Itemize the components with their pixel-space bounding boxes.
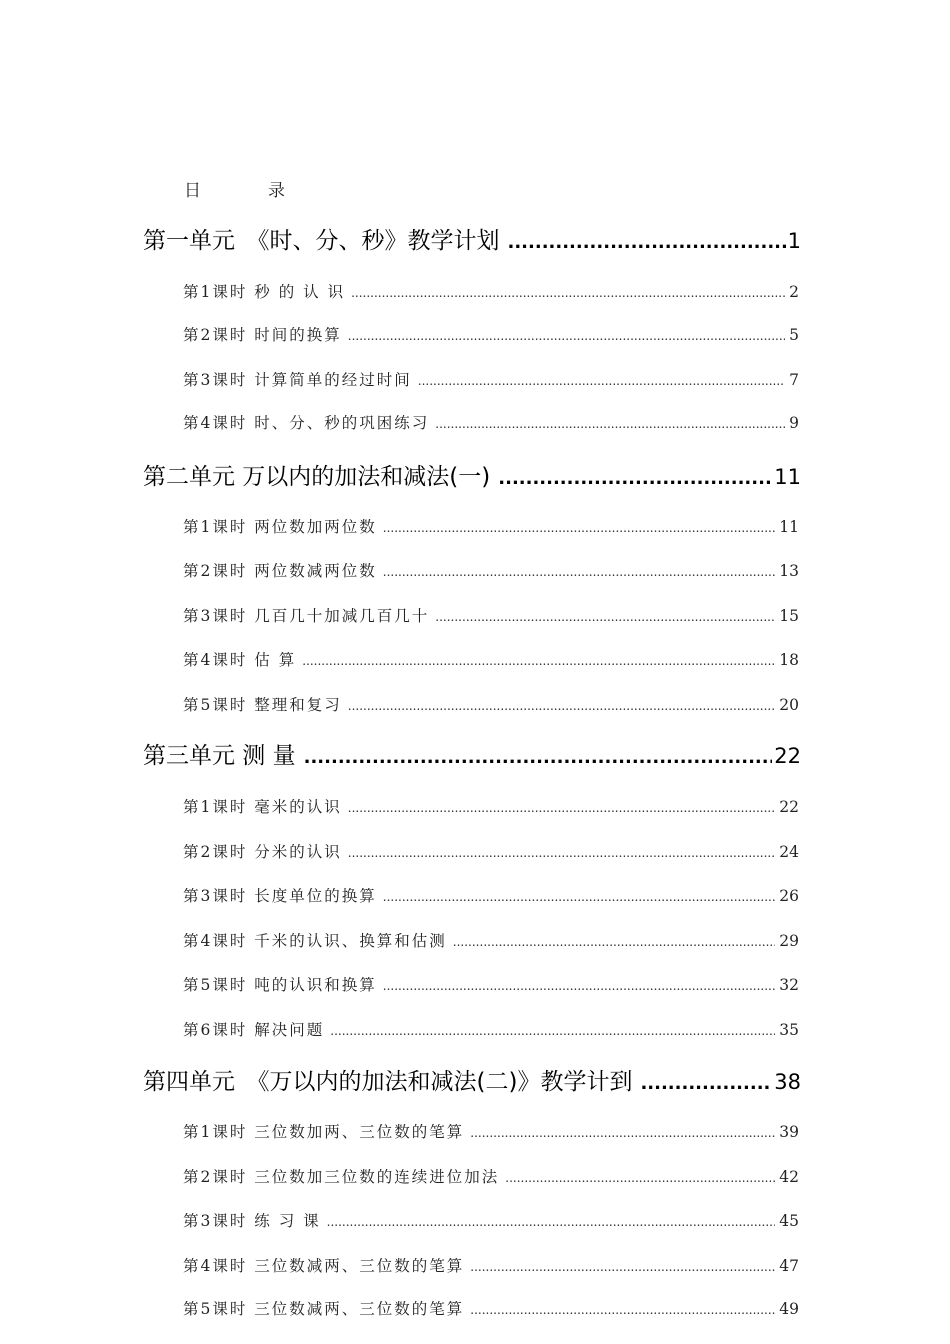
page-number: 5 xyxy=(789,326,799,344)
page-number: 47 xyxy=(779,1257,799,1275)
page-number: 1 xyxy=(787,229,801,253)
leader-dots xyxy=(351,286,785,300)
toc-lesson-3-4[interactable] xyxy=(183,929,799,951)
toc-lesson-2-5[interactable] xyxy=(183,693,799,715)
toc-heading-left: 日 xyxy=(184,181,201,201)
toc-lesson-4-5[interactable] xyxy=(183,1297,799,1319)
entry-title: 第一单元 《时、分、秒》教学计划 xyxy=(143,228,500,254)
leader-dots xyxy=(508,232,786,253)
entry-title: 第2课时 分米的认识 xyxy=(183,843,342,861)
leader-dots xyxy=(302,654,775,668)
entry-title: 第4课时 千米的认识、换算和估测 xyxy=(183,932,447,950)
entry-title: 第5课时 三位数减两、三位数的笔算 xyxy=(183,1300,465,1318)
entry-title: 第3课时 计算简单的经过时间 xyxy=(183,371,412,389)
leader-dots xyxy=(348,801,775,815)
page-number: 15 xyxy=(779,607,799,625)
entry-title: 第5课时 整理和复习 xyxy=(183,696,342,714)
toc-lesson-4-2[interactable] xyxy=(183,1165,799,1187)
toc-lesson-1-2[interactable] xyxy=(183,323,799,345)
entry-title: 第三单元 测 量 xyxy=(143,743,296,769)
page-number: 35 xyxy=(779,1021,799,1039)
page-number: 32 xyxy=(779,976,799,994)
toc-unit-4[interactable] xyxy=(143,1063,801,1096)
page-number: 26 xyxy=(779,887,799,905)
leader-dots xyxy=(453,935,775,949)
page-number: 13 xyxy=(779,562,799,580)
leader-dots xyxy=(327,1215,776,1229)
toc-heading-right: 录 xyxy=(268,181,285,201)
page-number: 42 xyxy=(779,1168,799,1186)
page-number: 29 xyxy=(779,932,799,950)
toc-unit-3[interactable] xyxy=(143,737,801,770)
leader-dots xyxy=(383,565,775,579)
page-number: 22 xyxy=(774,744,801,768)
page-number: 18 xyxy=(779,651,799,669)
page-number: 11 xyxy=(779,518,799,536)
page-number: 7 xyxy=(789,371,799,389)
toc-lesson-2-1[interactable] xyxy=(183,515,799,537)
toc-lesson-3-2[interactable] xyxy=(183,840,799,862)
page-number: 49 xyxy=(779,1300,799,1318)
entry-title: 第1课时 三位数加两、三位数的笔算 xyxy=(183,1123,465,1141)
toc-lesson-1-4[interactable] xyxy=(183,411,799,433)
page-number: 38 xyxy=(774,1070,801,1094)
entry-title: 第3课时 几百几十加减几百几十 xyxy=(183,607,430,625)
page-number: 2 xyxy=(789,283,799,301)
entry-title: 第2课时 三位数加三位数的连续进位加法 xyxy=(183,1168,500,1186)
toc-lesson-4-4[interactable] xyxy=(183,1254,799,1276)
leader-dots xyxy=(330,1024,775,1038)
entry-title: 第3课时 练 习 课 xyxy=(183,1212,321,1230)
leader-dots xyxy=(418,374,785,388)
entry-title: 第4课时 估 算 xyxy=(183,651,297,669)
entry-title: 第1课时 两位数加两位数 xyxy=(183,518,377,536)
leader-dots xyxy=(505,1171,775,1185)
page-number: 9 xyxy=(789,414,799,432)
page-number: 39 xyxy=(779,1123,799,1141)
toc-lesson-2-2[interactable] xyxy=(183,559,799,581)
page-number: 22 xyxy=(779,798,799,816)
toc-lesson-4-1[interactable] xyxy=(183,1120,799,1142)
leader-dots xyxy=(498,468,772,489)
toc-lesson-4-3[interactable] xyxy=(183,1209,799,1231)
entry-title: 第二单元 万以内的加法和减法(一) xyxy=(143,464,491,490)
entry-title: 第4课时 时、分、秒的巩困练习 xyxy=(183,414,430,432)
page-number: 45 xyxy=(779,1212,799,1230)
toc-lesson-3-6[interactable] xyxy=(183,1018,799,1040)
page-number: 24 xyxy=(779,843,799,861)
leader-dots xyxy=(470,1126,775,1140)
leader-dots xyxy=(348,329,785,343)
toc-unit-2[interactable] xyxy=(143,458,801,491)
leader-dots xyxy=(383,890,775,904)
entry-title: 第5课时 吨的认识和换算 xyxy=(183,976,377,994)
entry-title: 第3课时 长度单位的换算 xyxy=(183,887,377,905)
toc-lesson-2-4[interactable] xyxy=(183,648,799,670)
toc-lesson-1-1[interactable] xyxy=(183,280,799,302)
page-number: 20 xyxy=(779,696,799,714)
entry-title: 第四单元 《万以内的加法和减法(二)》教学计到 xyxy=(143,1069,633,1095)
leader-dots xyxy=(304,747,773,768)
leader-dots xyxy=(435,610,775,624)
leader-dots xyxy=(348,699,775,713)
leader-dots xyxy=(348,846,775,860)
leader-dots xyxy=(640,1073,772,1094)
entry-title: 第4课时 三位数减两、三位数的笔算 xyxy=(183,1257,465,1275)
toc-unit-1[interactable] xyxy=(143,222,801,255)
toc-lesson-2-3[interactable] xyxy=(183,604,799,626)
entry-title: 第2课时 时间的换算 xyxy=(183,326,342,344)
leader-dots xyxy=(435,417,785,431)
entry-title: 第1课时 毫米的认识 xyxy=(183,798,342,816)
entry-title: 第2课时 两位数减两位数 xyxy=(183,562,377,580)
leader-dots xyxy=(470,1303,775,1317)
toc-lesson-3-1[interactable] xyxy=(183,795,799,817)
leader-dots xyxy=(383,979,775,993)
leader-dots xyxy=(383,521,775,535)
page-number: 11 xyxy=(774,465,801,489)
entry-title: 第1课时 秒 的 认 识 xyxy=(183,283,346,301)
toc-lesson-3-5[interactable] xyxy=(183,973,799,995)
leader-dots xyxy=(470,1260,775,1274)
toc-lesson-1-3[interactable] xyxy=(183,368,799,390)
entry-title: 第6课时 解决问题 xyxy=(183,1021,325,1039)
toc-lesson-3-3[interactable] xyxy=(183,884,799,906)
toc-heading xyxy=(0,172,950,202)
